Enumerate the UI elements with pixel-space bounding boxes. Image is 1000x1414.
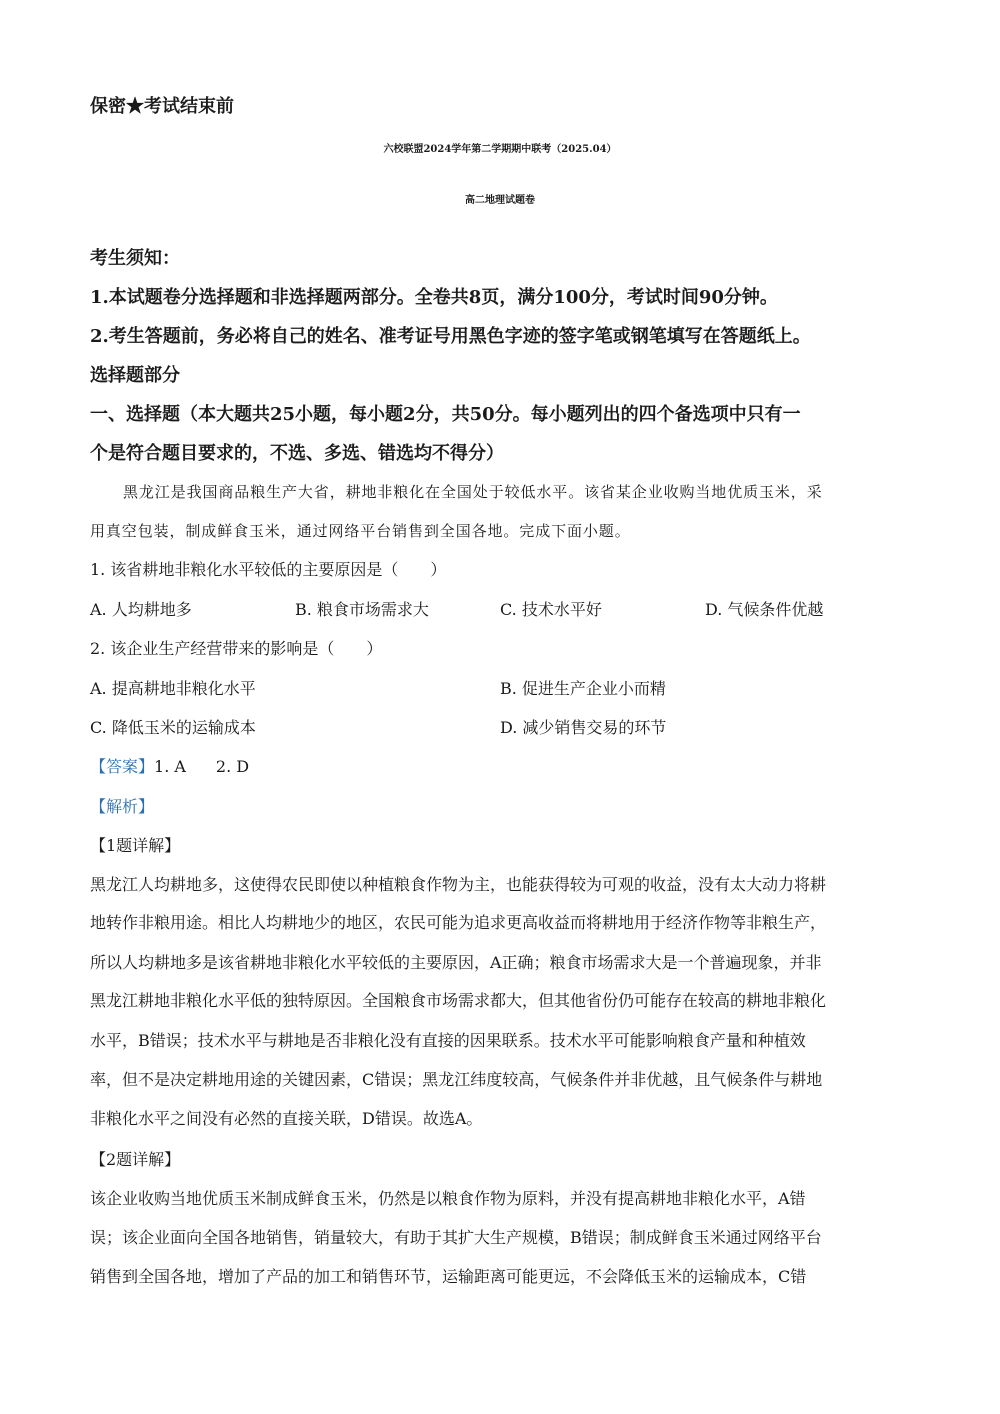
notice-heading: 考生须知： <box>90 248 180 269</box>
detail-1-line: 率，但不是决定耕地用途的关键因素，C错误；黑龙江纬度较高，气候条件并非优越，且气候条件与耕地 <box>90 1070 823 1089</box>
confidential-note: 保密★考试结束前 <box>90 96 234 117</box>
notice-item-2: 2.考生答题前，务必将自己的姓名、准考证号用黑色字迹的签字笔或钢笔填写在答题纸上。 <box>90 326 811 347</box>
answer-value-1: 1. A <box>154 757 186 776</box>
passage-line-2: 用真空包装，制成鲜食玉米，通过网络平台销售到全国各地。完成下面小题。 <box>90 522 631 540</box>
detail-1-heading: 【1题详解】 <box>90 836 181 855</box>
detail-1-line: 水平，B错误；技术水平与耕地是否非粮化没有直接的因果联系。技术水平可能影响粮食产量和种植效 <box>90 1031 806 1050</box>
analysis-label: 【解析】 <box>90 797 155 816</box>
answer-row <box>90 754 249 777</box>
question-2-stem: 2. 该企业生产经营带来的影响是（ ） <box>90 639 383 658</box>
detail-2-line: 该企业收购当地优质玉米制成鲜食玉米，仍然是以粮食作物为原料，并没有提高耕地非粮化水平，A错 <box>90 1189 806 1208</box>
section-heading-line2: 个是符合题目要求的，不选、多选、错选均不得分） <box>90 443 504 464</box>
detail-1-line: 非粮化水平之间没有必然的直接关联，D错误。故选A。 <box>90 1109 483 1128</box>
detail-1-line: 地转作非粮用途。相比人均耕地少的地区，农民可能为追求更高收益而将耕地用于经济作物等非粮生产， <box>90 913 827 932</box>
question-2-option-b[interactable]: B. 促进生产企业小而精 <box>500 679 666 698</box>
question-1-stem: 1. 该省耕地非粮化水平较低的主要原因是（ ） <box>90 560 447 579</box>
section-heading-line1: 一、选择题（本大题共25小题，每小题2分，共50分。每小题列出的四个备选项中只有一 <box>90 404 801 425</box>
detail-1-line: 所以人均耕地多是该省耕地非粮化水平较低的主要原因，A正确；粮食市场需求大是一个普遍现象，并非 <box>90 953 822 972</box>
passage-line-1: 黑龙江是我国商品粮生产大省，耕地非粮化在全国处于较低水平。该省某企业收购当地优质玉米，采 <box>123 483 823 501</box>
question-2-option-a[interactable]: A. 提高耕地非粮化水平 <box>90 679 256 698</box>
question-1-option-c[interactable]: C. 技术水平好 <box>500 600 602 619</box>
exam-title: 六校联盟2024学年第二学期期中联考（2025.04） <box>383 144 617 155</box>
detail-2-line: 误；该企业面向全国各地销售，销量较大，有助于其扩大生产规模，B错误；制成鲜食玉米通过网络平台 <box>90 1228 822 1247</box>
question-2-option-c[interactable]: C. 降低玉米的运输成本 <box>90 718 256 737</box>
part-title: 选择题部分 <box>90 365 180 386</box>
question-2-option-d[interactable]: D. 减少销售交易的环节 <box>500 718 667 737</box>
detail-2-heading: 【2题详解】 <box>90 1150 181 1169</box>
answer-value-2: 2. D <box>215 757 250 776</box>
answer-label: 【答案】 <box>90 757 155 776</box>
question-1-option-a[interactable]: A. 人均耕地多 <box>90 600 192 619</box>
detail-2-line: 销售到全国各地，增加了产品的加工和销售环节，运输距离可能更远，不会降低玉米的运输成本，C错 <box>90 1267 807 1286</box>
question-1-option-b[interactable]: B. 粮食市场需求大 <box>295 600 429 619</box>
detail-1-line: 黑龙江人均耕地多，这使得农民即使以种植粮食作物为主，也能获得较为可观的收益，没有太大动力将耕 <box>90 875 827 894</box>
question-1-option-d[interactable]: D. 气候条件优越 <box>705 600 824 619</box>
detail-1-line: 黑龙江耕地非粮化水平低的独特原因。全国粮食市场需求都大，但其他省份仍可能存在较高的耕地非粮化 <box>90 991 827 1010</box>
notice-item-1: 1.本试题卷分选择题和非选择题两部分。全卷共8页，满分100分，考试时间90分钟。 <box>90 287 778 308</box>
paper-subtitle: 高二地理试题卷 <box>465 195 535 206</box>
